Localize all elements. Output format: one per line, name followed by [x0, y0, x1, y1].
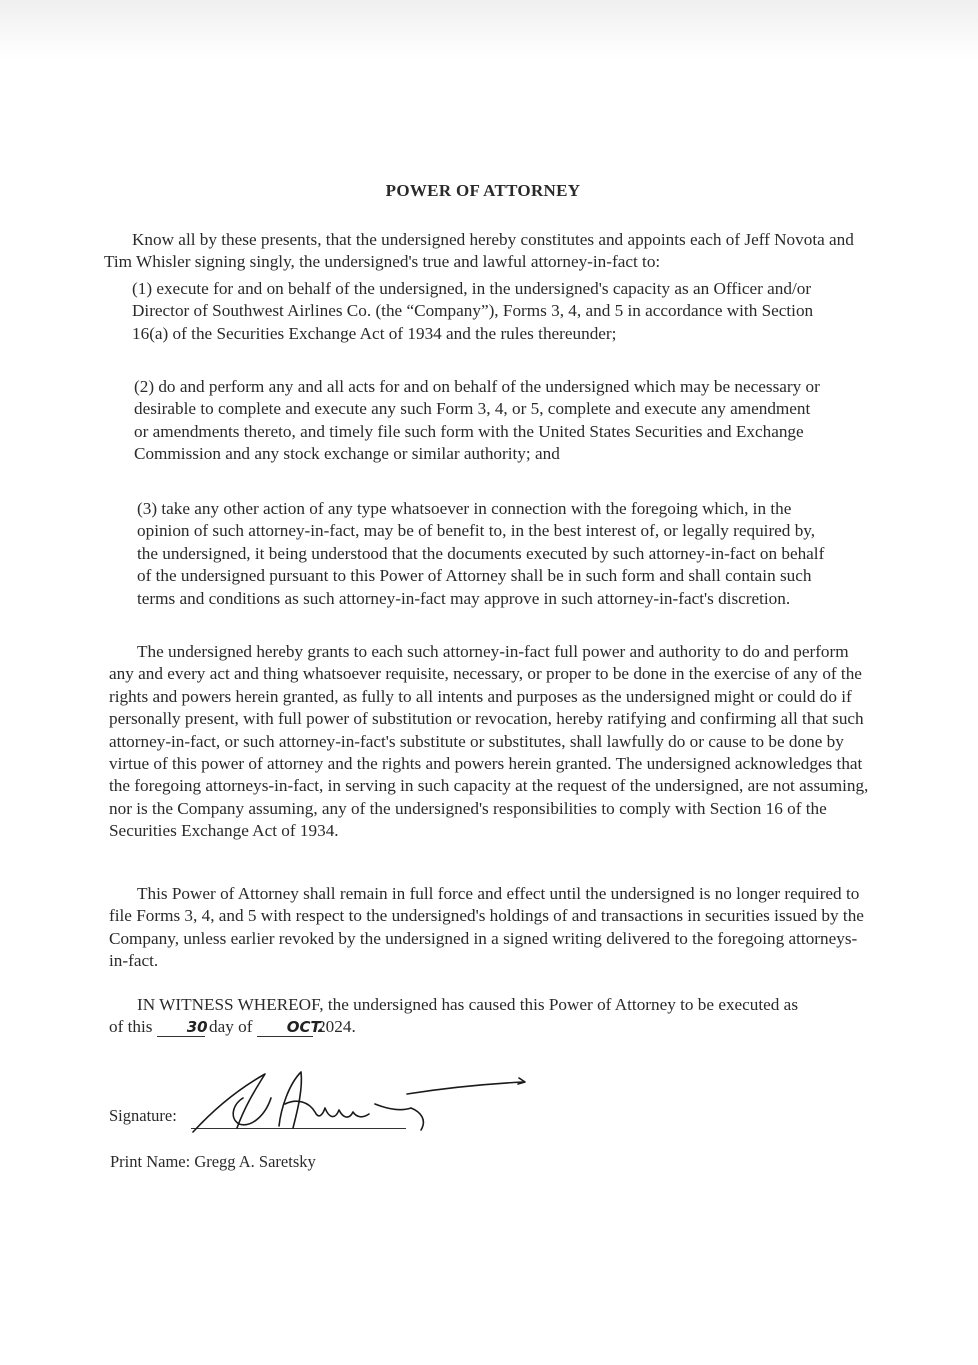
clause-2: (2) do and perform any and all acts for and on behalf of the undersigned which may be necessary or desirable to complete and execute any such Form 3, 4, or 5, complete and execute any amendment or amendments thereto, and timely file such form with the United States Securities and Exchange Commission and any stock exchange or similar authority; and: [134, 377, 820, 464]
document-title: POWER OF ATTORNEY: [385, 181, 581, 200]
year-text: 2024.: [317, 1017, 356, 1037]
intro-paragraph: Know all by these presents, that the undersigned hereby constitutes and appoints each of Jeff Novota and Tim Whisler signing singly, the undersigned's true and lawful attorney-in-fact to:: [104, 230, 854, 272]
duration-paragraph: This Power of Attorney shall remain in full force and effect until the undersigned is no longer required to file Forms 3, 4, and 5 with respect to the undersigned's holdings of and transactions in securities issued by the Company, unless earlier revoked by the undersigned in a signed writing delivered to the foregoing attorneys-in-fact.: [109, 884, 864, 971]
handwritten-signature: [185, 1068, 535, 1140]
signature-label: Signature:: [109, 1106, 177, 1125]
handwritten-day: 30: [157, 1019, 205, 1037]
clause-1: (1) execute for and on behalf of the undersigned, in the undersigned's capacity as an Officer and/or Director of Southwest Airlines Co. (the “Company”), Forms 3, 4, and 5 in accordance with Section 16(a) of the Securities Exchange Act of 1934 and the rules thereunder;: [132, 279, 814, 343]
witness-paragraph: [109, 994, 809, 1039]
grant-paragraph: The undersigned hereby grants to each such attorney-in-fact full power and authority to do and perform any and every act and thing whatsoever requisite, necessary, or proper to be done in the exercise of any of the rights and powers herein granted, as fully to all intents and purposes as the undersigned might or could do if personally present, with full power of substitution or revocation, hereby ratifying and confirming all that such attorney-in-fact, or such attorney-in-fact's substitute or substitutes, shall lawfully do or cause to be done by virtue of this power of attorney and the rights and powers herein granted. The undersigned acknowledges that the foregoing attorneys-in-fact, in serving in such capacity at the request of the undersigned, are not assuming, nor is the Company assuming, any of the undersigned's responsibilities to comply with Section 16 of the Securities Exchange Act of 1934.: [109, 642, 869, 841]
print-name: Print Name: Gregg A. Saretsky: [110, 1152, 316, 1171]
clause-3: (3) take any other action of any type whatsoever in connection with the foregoing which, in the opinion of such attorney-in-fact, may be of benefit to, in the best interest of, or legally required by, the undersigned, it being understood that the documents executed by such attorney-in-fact on behalf of the undersigned pursuant to this Power of Attorney shall be in such form and shall contain such terms and conditions as such attorney-in-fact may approve in such attorney-in-fact's discretion.: [137, 499, 825, 608]
day-of-text: day of: [209, 1017, 253, 1037]
handwritten-month: OCT.: [257, 1019, 313, 1037]
witness-text: IN WITNESS WHEREOF, the undersigned has caused this Power of Attorney to be executed as of this: [109, 995, 799, 1037]
